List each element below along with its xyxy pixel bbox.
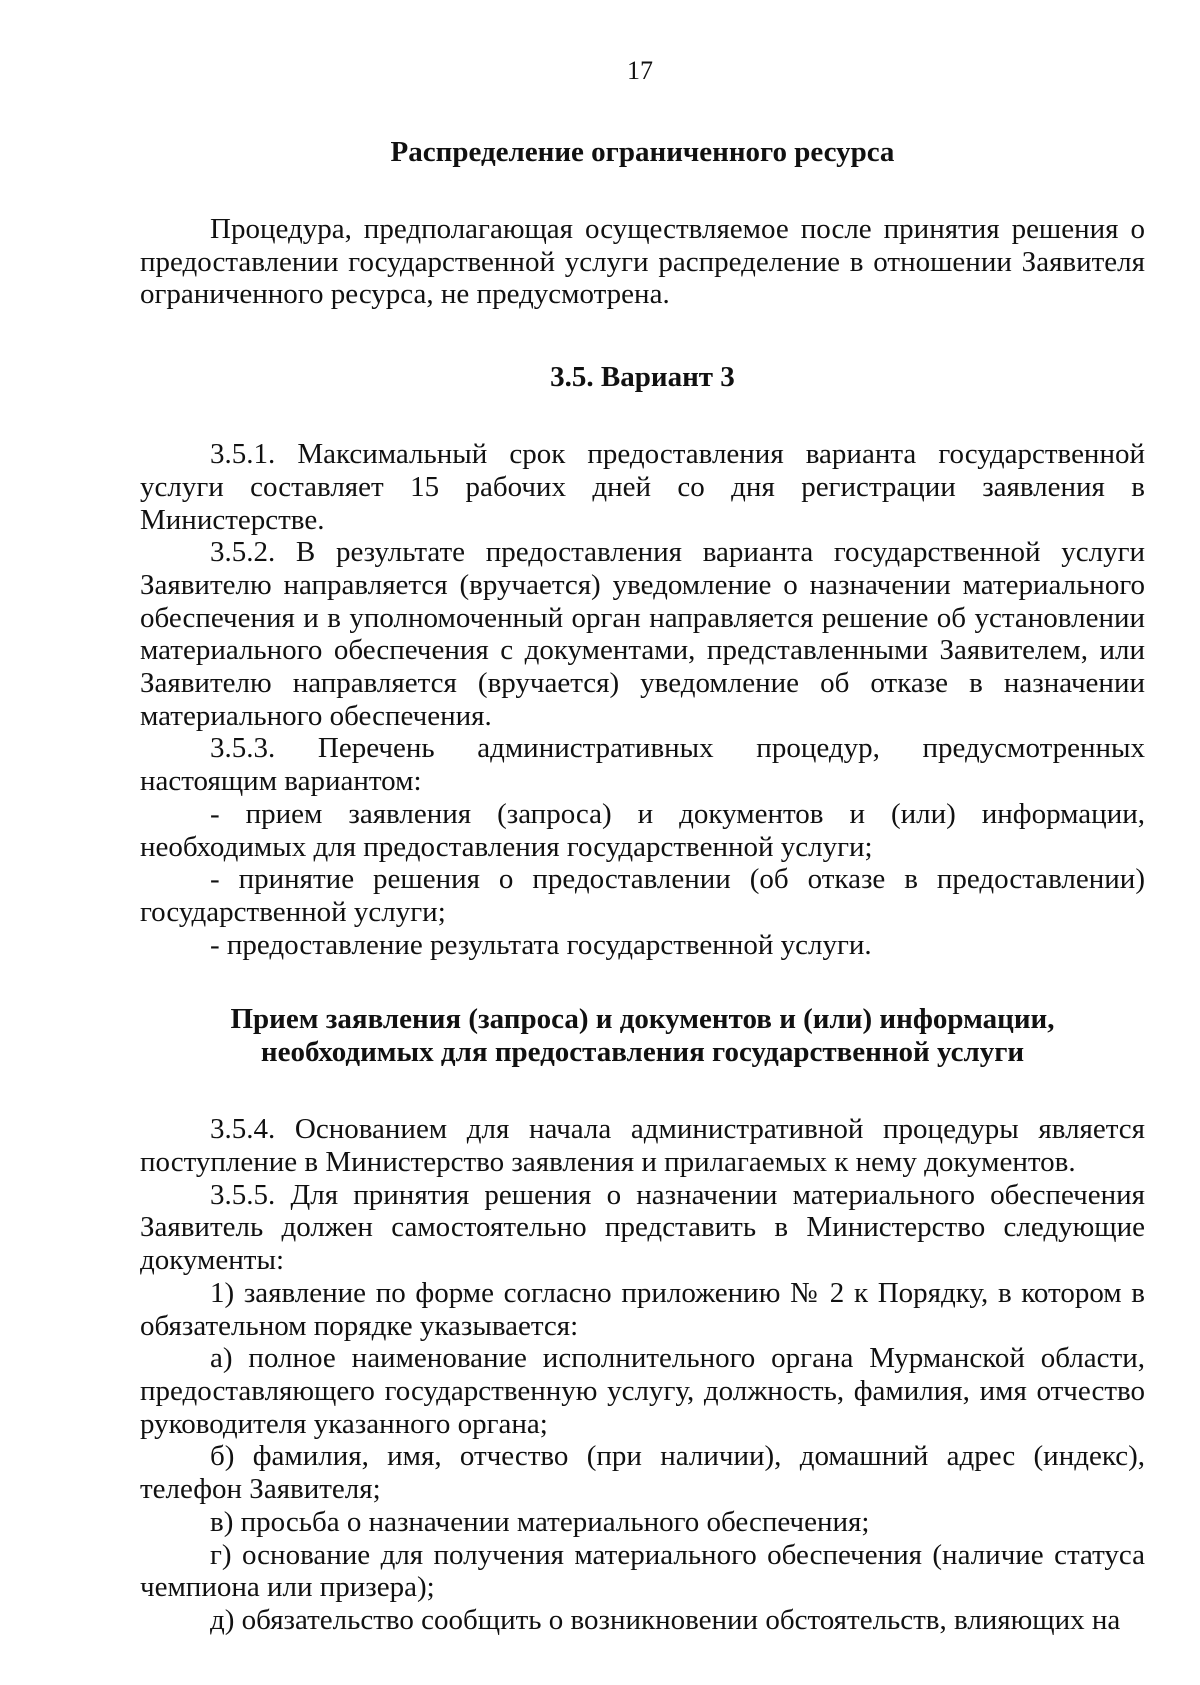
list-item-procedure-2: - принятие решения о предоставлении (об отказе в предоставлении) государственной услуги;: [140, 863, 1145, 928]
list-item-subpoint-d: д) обязательство сообщить о возникновении обстоятельств, влияющих на: [210, 1603, 1121, 1636]
section-heading-line-2: необходимых для предоставления государственной услуги: [260, 1036, 1025, 1069]
list-item-subpoint-v: в) просьба о назначении материального обеспечения;: [210, 1505, 870, 1538]
paragraph-3-5-4: 3.5.4. Основанием для начала административной процедуры является поступление в Министерство заявления и прилагаемых к нему документов.: [140, 1113, 1145, 1179]
list-item-subpoint-a: а) полное наименование исполнительного органа Мурманской области, предоставляющего государственную услугу, должность, фамилия, имя отчество руководителя указанного органа;: [140, 1342, 1145, 1440]
section-heading-resource: Распределение ограниченного ресурса: [390, 136, 895, 168]
list-item-procedure-1: - прием заявления (запроса) и документов и (или) информации, необходимых для предоставления государственной услуги;: [140, 797, 1145, 863]
list-item-subpoint-b: б) фамилия, имя, отчество (при наличии), домашний адрес (индекс), телефон Заявителя;: [140, 1440, 1145, 1506]
list-item-subpoint-g: г) основание для получения материального обеспечения (наличие статуса чемпиона или призера);: [140, 1538, 1145, 1604]
paragraph-3-5-5: 3.5.5. Для принятия решения о назначении материального обеспечения Заявитель должен самостоятельно представить в Министерство следующие документы:: [140, 1178, 1145, 1277]
section-heading-line-1: Прием заявления (запроса) и документов и (или) информации,: [230, 1003, 1055, 1036]
list-item-procedure-3: - предоставление результата государственной услуги.: [210, 928, 872, 961]
paragraph-3-5-1: 3.5.1. Максимальный срок предоставления варианта государственной услуги составляет 15 рабочих дней со дня регистрации заявления в Министерстве.: [140, 438, 1145, 536]
document-body: [140, 136, 1145, 1637]
paragraph-3-5-3: 3.5.3. Перечень административных процедур, предусмотренных настоящим вариантом:: [140, 732, 1145, 798]
list-item-document-1: 1) заявление по форме согласно приложению № 2 к Порядку, в котором в обязательном порядке указывается:: [140, 1276, 1145, 1342]
section-heading-variant-3: 3.5. Вариант 3: [550, 361, 735, 394]
section-heading-application-intake: [140, 1003, 1145, 1069]
page-number: 17: [627, 56, 653, 85]
paragraph-3-5-2: 3.5.2. В результате предоставления варианта государственной услуги Заявителю направляется (вручается) уведомление о назначении материального обеспечения и в уполномоченный орган направляется решение об установлении материального обеспечения с документами, представленными Заявителем, или Заявителю направляется (вручается) уведомление об отказе в назначении материального обеспечения.: [140, 536, 1145, 732]
paragraph-resource-procedure: Процедура, предполагающая осуществляемое после принятия решения о предоставлении государственной услуги распределение в отношении Заявителя ограниченного ресурса, не предусмотрена.: [140, 213, 1145, 311]
